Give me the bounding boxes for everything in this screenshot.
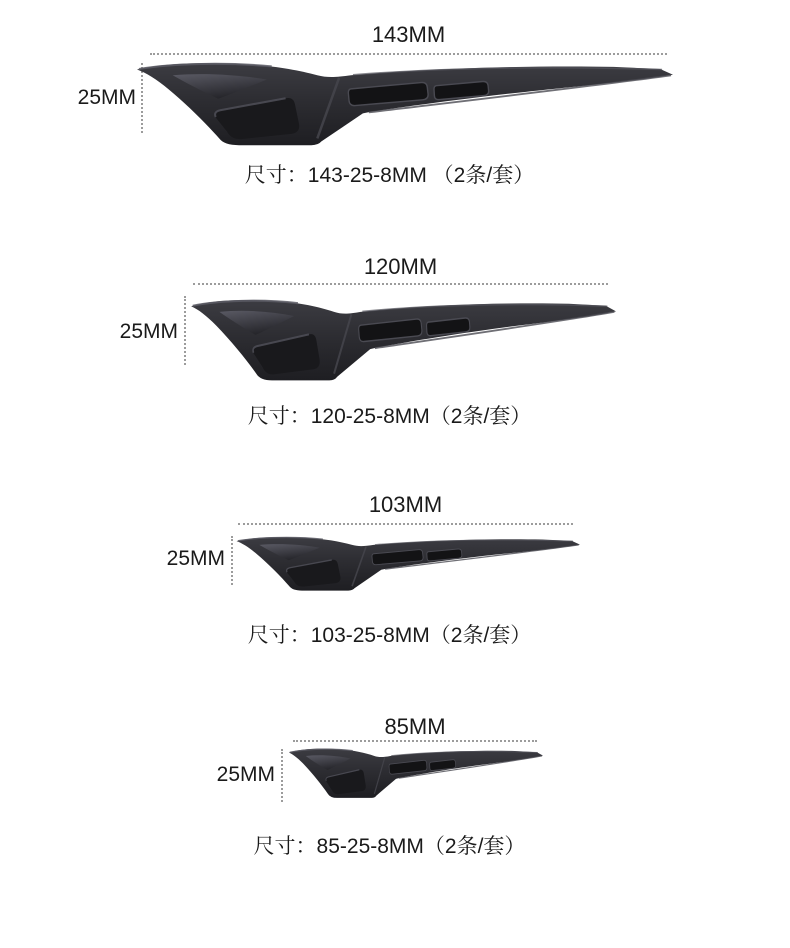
height-dimension-line — [281, 749, 283, 802]
width-dimension-line — [238, 523, 573, 525]
product-blade-image — [133, 57, 673, 152]
product-blade-image — [234, 533, 580, 595]
product-blade-image — [287, 745, 543, 802]
height-dimension-label: 25MM — [119, 320, 178, 343]
width-dimension-line — [293, 740, 537, 742]
size-caption: 尺寸：143-25-8MM （2条/套） — [244, 164, 535, 187]
product-blade-image — [188, 294, 616, 387]
width-dimension-label: 85MM — [384, 714, 446, 739]
size-caption: 尺寸：103-25-8MM（2条/套） — [247, 624, 532, 647]
height-dimension-label: 25MM — [166, 547, 225, 570]
height-dimension-line — [231, 536, 233, 585]
width-dimension-label: 120MM — [363, 254, 438, 279]
height-dimension-label: 25MM — [77, 86, 136, 109]
size-caption: 尺寸：120-25-8MM（2条/套） — [247, 405, 532, 428]
width-dimension-line — [193, 283, 608, 285]
height-dimension-label: 25MM — [216, 763, 275, 786]
width-dimension-label: 143MM — [371, 22, 446, 47]
size-caption: 尺寸：85-25-8MM（2条/套） — [253, 835, 526, 858]
width-dimension-label: 103MM — [368, 492, 443, 517]
height-dimension-line — [184, 296, 186, 365]
width-dimension-line — [150, 53, 667, 55]
